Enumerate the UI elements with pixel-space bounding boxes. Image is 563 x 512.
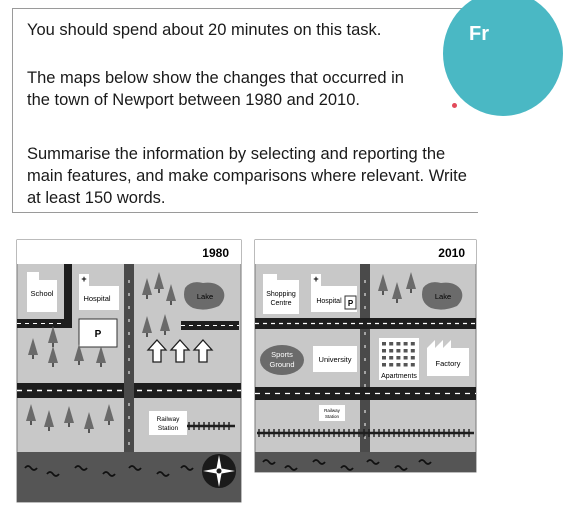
badge-small-text: E2L bbox=[476, 116, 489, 123]
map-2010-river bbox=[255, 452, 476, 472]
map-1980-compass-icon bbox=[202, 454, 236, 488]
map-2010-shopping-label-2: Centre bbox=[270, 300, 292, 307]
map-2010-sports-label-1: Sports bbox=[271, 350, 293, 359]
map-1980-svg bbox=[17, 240, 241, 502]
map-2010-shopping-label-1: Shopping bbox=[266, 291, 296, 298]
map-1980-station-label-2: Station bbox=[157, 425, 179, 432]
map-2010-lake-label: Lake bbox=[434, 292, 452, 301]
badge-dot bbox=[452, 103, 457, 108]
map-2010-svg bbox=[255, 240, 476, 472]
map-1980-arrows bbox=[148, 340, 212, 362]
map-1980-hospital-label: Hospital bbox=[83, 294, 111, 303]
task-time-note: You should spend about 20 minutes on this task. bbox=[27, 21, 382, 39]
badge-text: Fr bbox=[469, 23, 489, 45]
map-2010-parking-label: P bbox=[347, 299, 354, 308]
map-1980-lake-label: Lake bbox=[196, 292, 214, 301]
map-2010-sports-label-2: Ground bbox=[269, 360, 295, 369]
task-box bbox=[12, 8, 489, 213]
map-2010-hospital-label: Hospital bbox=[316, 298, 342, 305]
task-prompt: The maps below show the changes that occurred in the town of Newport between 1980 and 2010. bbox=[27, 69, 404, 109]
map-2010-factory-label: Factory bbox=[435, 359, 461, 368]
map-2010 bbox=[255, 240, 476, 472]
map-1980-station-label-1: Railway bbox=[156, 416, 180, 423]
map-1980-school-label: School bbox=[30, 289, 54, 298]
map-2010-apartments-label: Apartments bbox=[381, 373, 417, 380]
map-1980-year: 1980 bbox=[202, 246, 229, 260]
map-2010-year: 2010 bbox=[438, 246, 465, 260]
map-2010-hospital-cross: + bbox=[313, 274, 319, 284]
map-1980-hospital-cross: + bbox=[81, 274, 87, 284]
map-1980 bbox=[17, 240, 241, 502]
badge-circle bbox=[443, 0, 563, 116]
task-instruction: Summarise the information by selecting and reporting the main features, and make comparisons where relevant. Write at least 150 words. bbox=[27, 145, 467, 207]
map-2010-university-label: University bbox=[318, 355, 352, 364]
map-2010-station-label-1: Railway bbox=[324, 408, 340, 413]
map-2010-station-label-2: Station bbox=[324, 414, 340, 419]
map-1980-parking-label: P bbox=[94, 329, 102, 340]
brand-badge bbox=[443, 9, 523, 127]
